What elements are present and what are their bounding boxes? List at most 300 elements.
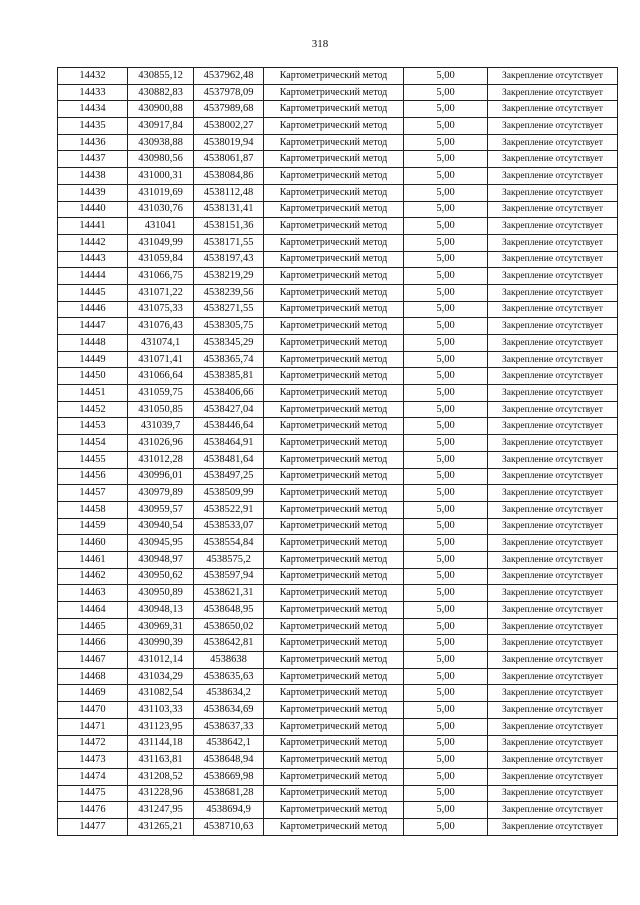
y-coordinate-cell: 4538406,66 <box>194 385 264 402</box>
y-coordinate-cell: 4538638 <box>194 652 264 669</box>
y-coordinate-cell: 4538239,56 <box>194 284 264 301</box>
table-row <box>58 301 618 318</box>
y-coordinate-cell: 4538597,94 <box>194 568 264 585</box>
precision-cell: 5,00 <box>404 301 488 318</box>
table-row <box>58 718 618 735</box>
table-row <box>58 468 618 485</box>
method-cell: Картометрический метод <box>264 768 404 785</box>
fixation-cell: Закрепление отсутствует <box>488 418 618 435</box>
x-coordinate-cell: 430917,84 <box>128 118 194 135</box>
table-row <box>58 618 618 635</box>
precision-cell: 5,00 <box>404 785 488 802</box>
method-cell: Картометрический метод <box>264 234 404 251</box>
method-cell: Картометрический метод <box>264 518 404 535</box>
point-number-cell: 14444 <box>58 268 128 285</box>
precision-cell: 5,00 <box>404 435 488 452</box>
y-coordinate-cell: 4538385,81 <box>194 368 264 385</box>
fixation-cell: Закрепление отсутствует <box>488 635 618 652</box>
table-row <box>58 84 618 101</box>
precision-cell: 5,00 <box>404 768 488 785</box>
table-row <box>58 201 618 218</box>
page-number: 318 <box>311 38 329 50</box>
method-cell: Картометрический метод <box>264 68 404 85</box>
precision-cell: 5,00 <box>404 351 488 368</box>
point-number-cell: 14442 <box>58 234 128 251</box>
point-number-cell: 14464 <box>58 602 128 619</box>
fixation-cell: Закрепление отсутствует <box>488 385 618 402</box>
method-cell: Картометрический метод <box>264 118 404 135</box>
fixation-cell: Закрепление отсутствует <box>488 535 618 552</box>
y-coordinate-cell: 4537962,48 <box>194 68 264 85</box>
precision-cell: 5,00 <box>404 568 488 585</box>
precision-cell: 5,00 <box>404 702 488 719</box>
table-row <box>58 101 618 118</box>
x-coordinate-cell: 430940,54 <box>128 518 194 535</box>
table-row <box>58 218 618 235</box>
fixation-cell: Закрепление отсутствует <box>488 201 618 218</box>
method-cell: Картометрический метод <box>264 485 404 502</box>
method-cell: Картометрический метод <box>264 585 404 602</box>
method-cell: Картометрический метод <box>264 802 404 819</box>
precision-cell: 5,00 <box>404 585 488 602</box>
precision-cell: 5,00 <box>404 535 488 552</box>
fixation-cell: Закрепление отсутствует <box>488 68 618 85</box>
method-cell: Картометрический метод <box>264 685 404 702</box>
method-cell: Картометрический метод <box>264 401 404 418</box>
x-coordinate-cell: 431144,18 <box>128 735 194 752</box>
precision-cell: 5,00 <box>404 151 488 168</box>
method-cell: Картометрический метод <box>264 335 404 352</box>
method-cell: Картометрический метод <box>264 251 404 268</box>
table-row <box>58 284 618 301</box>
point-number-cell: 14465 <box>58 618 128 635</box>
precision-cell: 5,00 <box>404 635 488 652</box>
table-row <box>58 702 618 719</box>
point-number-cell: 14454 <box>58 435 128 452</box>
table-row <box>58 668 618 685</box>
precision-cell: 5,00 <box>404 168 488 185</box>
fixation-cell: Закрепление отсутствует <box>488 551 618 568</box>
fixation-cell: Закрепление отсутствует <box>488 668 618 685</box>
y-coordinate-cell: 4538112,48 <box>194 184 264 201</box>
y-coordinate-cell: 4538365,74 <box>194 351 264 368</box>
table-row <box>58 485 618 502</box>
y-coordinate-cell: 4538497,25 <box>194 468 264 485</box>
point-number-cell: 14438 <box>58 168 128 185</box>
method-cell: Картометрический метод <box>264 318 404 335</box>
table-row <box>58 251 618 268</box>
x-coordinate-cell: 430882,83 <box>128 84 194 101</box>
y-coordinate-cell: 4538197,43 <box>194 251 264 268</box>
precision-cell: 5,00 <box>404 385 488 402</box>
table-row <box>58 184 618 201</box>
method-cell: Картометрический метод <box>264 385 404 402</box>
fixation-cell: Закрепление отсутствует <box>488 602 618 619</box>
y-coordinate-cell: 4538621,31 <box>194 585 264 602</box>
point-number-cell: 14452 <box>58 401 128 418</box>
table-row <box>58 652 618 669</box>
point-number-cell: 14477 <box>58 818 128 835</box>
y-coordinate-cell: 4538305,75 <box>194 318 264 335</box>
y-coordinate-cell: 4538637,33 <box>194 718 264 735</box>
fixation-cell: Закрепление отсутствует <box>488 501 618 518</box>
precision-cell: 5,00 <box>404 752 488 769</box>
table-row <box>58 168 618 185</box>
method-cell: Картометрический метод <box>264 351 404 368</box>
point-number-cell: 14467 <box>58 652 128 669</box>
fixation-cell: Закрепление отсутствует <box>488 151 618 168</box>
x-coordinate-cell: 431071,22 <box>128 284 194 301</box>
fixation-cell: Закрепление отсутствует <box>488 184 618 201</box>
table-row <box>58 535 618 552</box>
table-row <box>58 268 618 285</box>
point-number-cell: 14443 <box>58 251 128 268</box>
x-coordinate-cell: 431059,84 <box>128 251 194 268</box>
x-coordinate-cell: 431066,75 <box>128 268 194 285</box>
table-row <box>58 335 618 352</box>
fixation-cell: Закрепление отсутствует <box>488 101 618 118</box>
fixation-cell: Закрепление отсутствует <box>488 802 618 819</box>
y-coordinate-cell: 4538522,91 <box>194 501 264 518</box>
method-cell: Картометрический метод <box>264 268 404 285</box>
method-cell: Картометрический метод <box>264 151 404 168</box>
method-cell: Картометрический метод <box>264 718 404 735</box>
precision-cell: 5,00 <box>404 468 488 485</box>
precision-cell: 5,00 <box>404 418 488 435</box>
fixation-cell: Закрепление отсутствует <box>488 568 618 585</box>
y-coordinate-cell: 4538171,55 <box>194 234 264 251</box>
y-coordinate-cell: 4538642,1 <box>194 735 264 752</box>
method-cell: Картометрический метод <box>264 818 404 835</box>
table-row <box>58 585 618 602</box>
table-row <box>58 368 618 385</box>
method-cell: Картометрический метод <box>264 84 404 101</box>
y-coordinate-cell: 4538002,27 <box>194 118 264 135</box>
method-cell: Картометрический метод <box>264 468 404 485</box>
x-coordinate-cell: 431066,64 <box>128 368 194 385</box>
y-coordinate-cell: 4538481,64 <box>194 451 264 468</box>
fixation-cell: Закрепление отсутствует <box>488 251 618 268</box>
x-coordinate-cell: 431071,41 <box>128 351 194 368</box>
method-cell: Картометрический метод <box>264 284 404 301</box>
point-number-cell: 14472 <box>58 735 128 752</box>
table-row <box>58 602 618 619</box>
point-number-cell: 14466 <box>58 635 128 652</box>
table-row <box>58 752 618 769</box>
point-number-cell: 14455 <box>58 451 128 468</box>
x-coordinate-cell: 431019,69 <box>128 184 194 201</box>
fixation-cell: Закрепление отсутствует <box>488 752 618 769</box>
y-coordinate-cell: 4538648,94 <box>194 752 264 769</box>
fixation-cell: Закрепление отсутствует <box>488 368 618 385</box>
fixation-cell: Закрепление отсутствует <box>488 318 618 335</box>
x-coordinate-cell: 430938,88 <box>128 134 194 151</box>
point-number-cell: 14456 <box>58 468 128 485</box>
precision-cell: 5,00 <box>404 685 488 702</box>
x-coordinate-cell: 431012,28 <box>128 451 194 468</box>
method-cell: Картометрический метод <box>264 535 404 552</box>
method-cell: Картометрический метод <box>264 735 404 752</box>
fixation-cell: Закрепление отсутствует <box>488 652 618 669</box>
x-coordinate-cell: 431082,54 <box>128 685 194 702</box>
x-coordinate-cell: 431163,81 <box>128 752 194 769</box>
table-row <box>58 351 618 368</box>
y-coordinate-cell: 4538219,29 <box>194 268 264 285</box>
y-coordinate-cell: 4538446,64 <box>194 418 264 435</box>
y-coordinate-cell: 4538271,55 <box>194 301 264 318</box>
table-row <box>58 318 618 335</box>
precision-cell: 5,00 <box>404 318 488 335</box>
fixation-cell: Закрепление отсутствует <box>488 84 618 101</box>
x-coordinate-cell: 431265,21 <box>128 818 194 835</box>
fixation-cell: Закрепление отсутствует <box>488 401 618 418</box>
method-cell: Картометрический метод <box>264 451 404 468</box>
precision-cell: 5,00 <box>404 335 488 352</box>
method-cell: Картометрический метод <box>264 752 404 769</box>
x-coordinate-cell: 431000,31 <box>128 168 194 185</box>
method-cell: Картометрический метод <box>264 368 404 385</box>
table-row <box>58 118 618 135</box>
precision-cell: 5,00 <box>404 184 488 201</box>
x-coordinate-cell: 431030,76 <box>128 201 194 218</box>
fixation-cell: Закрепление отсутствует <box>488 118 618 135</box>
fixation-cell: Закрепление отсутствует <box>488 685 618 702</box>
x-coordinate-cell: 430948,13 <box>128 602 194 619</box>
point-number-cell: 14446 <box>58 301 128 318</box>
fixation-cell: Закрепление отсутствует <box>488 234 618 251</box>
x-coordinate-cell: 431059,75 <box>128 385 194 402</box>
fixation-cell: Закрепление отсутствует <box>488 301 618 318</box>
point-number-cell: 14463 <box>58 585 128 602</box>
fixation-cell: Закрепление отсутствует <box>488 284 618 301</box>
x-coordinate-cell: 431075,33 <box>128 301 194 318</box>
x-coordinate-cell: 430950,89 <box>128 585 194 602</box>
point-number-cell: 14457 <box>58 485 128 502</box>
fixation-cell: Закрепление отсутствует <box>488 468 618 485</box>
method-cell: Картометрический метод <box>264 602 404 619</box>
y-coordinate-cell: 4538710,63 <box>194 818 264 835</box>
precision-cell: 5,00 <box>404 652 488 669</box>
precision-cell: 5,00 <box>404 268 488 285</box>
table-row <box>58 435 618 452</box>
method-cell: Картометрический метод <box>264 702 404 719</box>
table-row <box>58 134 618 151</box>
table-row <box>58 818 618 835</box>
method-cell: Картометрический метод <box>264 501 404 518</box>
method-cell: Картометрический метод <box>264 652 404 669</box>
point-number-cell: 14459 <box>58 518 128 535</box>
point-number-cell: 14470 <box>58 702 128 719</box>
x-coordinate-cell: 431012,14 <box>128 652 194 669</box>
x-coordinate-cell: 430979,89 <box>128 485 194 502</box>
point-number-cell: 14460 <box>58 535 128 552</box>
method-cell: Картометрический метод <box>264 134 404 151</box>
y-coordinate-cell: 4538131,41 <box>194 201 264 218</box>
y-coordinate-cell: 4538634,2 <box>194 685 264 702</box>
fixation-cell: Закрепление отсутствует <box>488 618 618 635</box>
precision-cell: 5,00 <box>404 518 488 535</box>
point-number-cell: 14432 <box>58 68 128 85</box>
method-cell: Картометрический метод <box>264 668 404 685</box>
table-row <box>58 568 618 585</box>
table-row <box>58 418 618 435</box>
x-coordinate-cell: 430950,62 <box>128 568 194 585</box>
point-number-cell: 14471 <box>58 718 128 735</box>
coordinates-table <box>57 67 618 836</box>
x-coordinate-cell: 430959,57 <box>128 501 194 518</box>
point-number-cell: 14435 <box>58 118 128 135</box>
x-coordinate-cell: 430969,31 <box>128 618 194 635</box>
y-coordinate-cell: 4538464,91 <box>194 435 264 452</box>
y-coordinate-cell: 4538648,95 <box>194 602 264 619</box>
precision-cell: 5,00 <box>404 84 488 101</box>
point-number-cell: 14453 <box>58 418 128 435</box>
fixation-cell: Закрепление отсутствует <box>488 218 618 235</box>
table-row <box>58 635 618 652</box>
fixation-cell: Закрепление отсутствует <box>488 351 618 368</box>
precision-cell: 5,00 <box>404 602 488 619</box>
x-coordinate-cell: 431247,95 <box>128 802 194 819</box>
point-number-cell: 14476 <box>58 802 128 819</box>
fixation-cell: Закрепление отсутствует <box>488 518 618 535</box>
y-coordinate-cell: 4537989,68 <box>194 101 264 118</box>
y-coordinate-cell: 4538151,36 <box>194 218 264 235</box>
y-coordinate-cell: 4538642,81 <box>194 635 264 652</box>
method-cell: Картометрический метод <box>264 618 404 635</box>
method-cell: Картометрический метод <box>264 418 404 435</box>
y-coordinate-cell: 4538554,84 <box>194 535 264 552</box>
point-number-cell: 14433 <box>58 84 128 101</box>
y-coordinate-cell: 4538084,86 <box>194 168 264 185</box>
x-coordinate-cell: 431034,29 <box>128 668 194 685</box>
precision-cell: 5,00 <box>404 551 488 568</box>
method-cell: Картометрический метод <box>264 568 404 585</box>
x-coordinate-cell: 430996,01 <box>128 468 194 485</box>
table-row <box>58 501 618 518</box>
point-number-cell: 14439 <box>58 184 128 201</box>
point-number-cell: 14441 <box>58 218 128 235</box>
x-coordinate-cell: 431103,33 <box>128 702 194 719</box>
method-cell: Картометрический метод <box>264 635 404 652</box>
table-row <box>58 401 618 418</box>
y-coordinate-cell: 4538427,04 <box>194 401 264 418</box>
method-cell: Картометрический метод <box>264 168 404 185</box>
y-coordinate-cell: 4538019,94 <box>194 134 264 151</box>
precision-cell: 5,00 <box>404 368 488 385</box>
table-row <box>58 234 618 251</box>
precision-cell: 5,00 <box>404 118 488 135</box>
point-number-cell: 14440 <box>58 201 128 218</box>
point-number-cell: 14445 <box>58 284 128 301</box>
point-number-cell: 14469 <box>58 685 128 702</box>
y-coordinate-cell: 4538650,02 <box>194 618 264 635</box>
point-number-cell: 14461 <box>58 551 128 568</box>
fixation-cell: Закрепление отсутствует <box>488 134 618 151</box>
table-row <box>58 385 618 402</box>
method-cell: Картометрический метод <box>264 218 404 235</box>
precision-cell: 5,00 <box>404 234 488 251</box>
y-coordinate-cell: 4538634,69 <box>194 702 264 719</box>
y-coordinate-cell: 4537978,09 <box>194 84 264 101</box>
x-coordinate-cell: 430945,95 <box>128 535 194 552</box>
precision-cell: 5,00 <box>404 618 488 635</box>
x-coordinate-cell: 430855,12 <box>128 68 194 85</box>
fixation-cell: Закрепление отсутствует <box>488 785 618 802</box>
fixation-cell: Закрепление отсутствует <box>488 718 618 735</box>
x-coordinate-cell: 430980,56 <box>128 151 194 168</box>
precision-cell: 5,00 <box>404 501 488 518</box>
method-cell: Картометрический метод <box>264 201 404 218</box>
y-coordinate-cell: 4538061,87 <box>194 151 264 168</box>
x-coordinate-cell: 431208,52 <box>128 768 194 785</box>
method-cell: Картометрический метод <box>264 101 404 118</box>
precision-cell: 5,00 <box>404 718 488 735</box>
precision-cell: 5,00 <box>404 284 488 301</box>
precision-cell: 5,00 <box>404 485 488 502</box>
fixation-cell: Закрепление отсутствует <box>488 485 618 502</box>
precision-cell: 5,00 <box>404 68 488 85</box>
fixation-cell: Закрепление отсутствует <box>488 335 618 352</box>
fixation-cell: Закрепление отсутствует <box>488 168 618 185</box>
y-coordinate-cell: 4538681,28 <box>194 785 264 802</box>
point-number-cell: 14436 <box>58 134 128 151</box>
table-row <box>58 802 618 819</box>
table-row <box>58 151 618 168</box>
fixation-cell: Закрепление отсутствует <box>488 702 618 719</box>
y-coordinate-cell: 4538345,29 <box>194 335 264 352</box>
precision-cell: 5,00 <box>404 802 488 819</box>
table-row <box>58 785 618 802</box>
precision-cell: 5,00 <box>404 451 488 468</box>
point-number-cell: 14468 <box>58 668 128 685</box>
precision-cell: 5,00 <box>404 818 488 835</box>
method-cell: Картометрический метод <box>264 551 404 568</box>
method-cell: Картометрический метод <box>264 184 404 201</box>
x-coordinate-cell: 430900,88 <box>128 101 194 118</box>
y-coordinate-cell: 4538635,63 <box>194 668 264 685</box>
method-cell: Картометрический метод <box>264 785 404 802</box>
fixation-cell: Закрепление отсутствует <box>488 818 618 835</box>
table-row <box>58 518 618 535</box>
fixation-cell: Закрепление отсутствует <box>488 735 618 752</box>
precision-cell: 5,00 <box>404 134 488 151</box>
x-coordinate-cell: 431039,7 <box>128 418 194 435</box>
fixation-cell: Закрепление отсутствует <box>488 768 618 785</box>
point-number-cell: 14458 <box>58 501 128 518</box>
precision-cell: 5,00 <box>404 668 488 685</box>
y-coordinate-cell: 4538575,2 <box>194 551 264 568</box>
table-row <box>58 551 618 568</box>
y-coordinate-cell: 4538533,07 <box>194 518 264 535</box>
point-number-cell: 14434 <box>58 101 128 118</box>
fixation-cell: Закрепление отсутствует <box>488 435 618 452</box>
x-coordinate-cell: 431123,95 <box>128 718 194 735</box>
x-coordinate-cell: 431050,85 <box>128 401 194 418</box>
point-number-cell: 14451 <box>58 385 128 402</box>
precision-cell: 5,00 <box>404 735 488 752</box>
x-coordinate-cell: 431076,43 <box>128 318 194 335</box>
x-coordinate-cell: 431026,96 <box>128 435 194 452</box>
x-coordinate-cell: 431228,96 <box>128 785 194 802</box>
precision-cell: 5,00 <box>404 218 488 235</box>
method-cell: Картометрический метод <box>264 435 404 452</box>
point-number-cell: 14449 <box>58 351 128 368</box>
precision-cell: 5,00 <box>404 251 488 268</box>
precision-cell: 5,00 <box>404 201 488 218</box>
x-coordinate-cell: 431074,1 <box>128 335 194 352</box>
point-number-cell: 14473 <box>58 752 128 769</box>
point-number-cell: 14448 <box>58 335 128 352</box>
